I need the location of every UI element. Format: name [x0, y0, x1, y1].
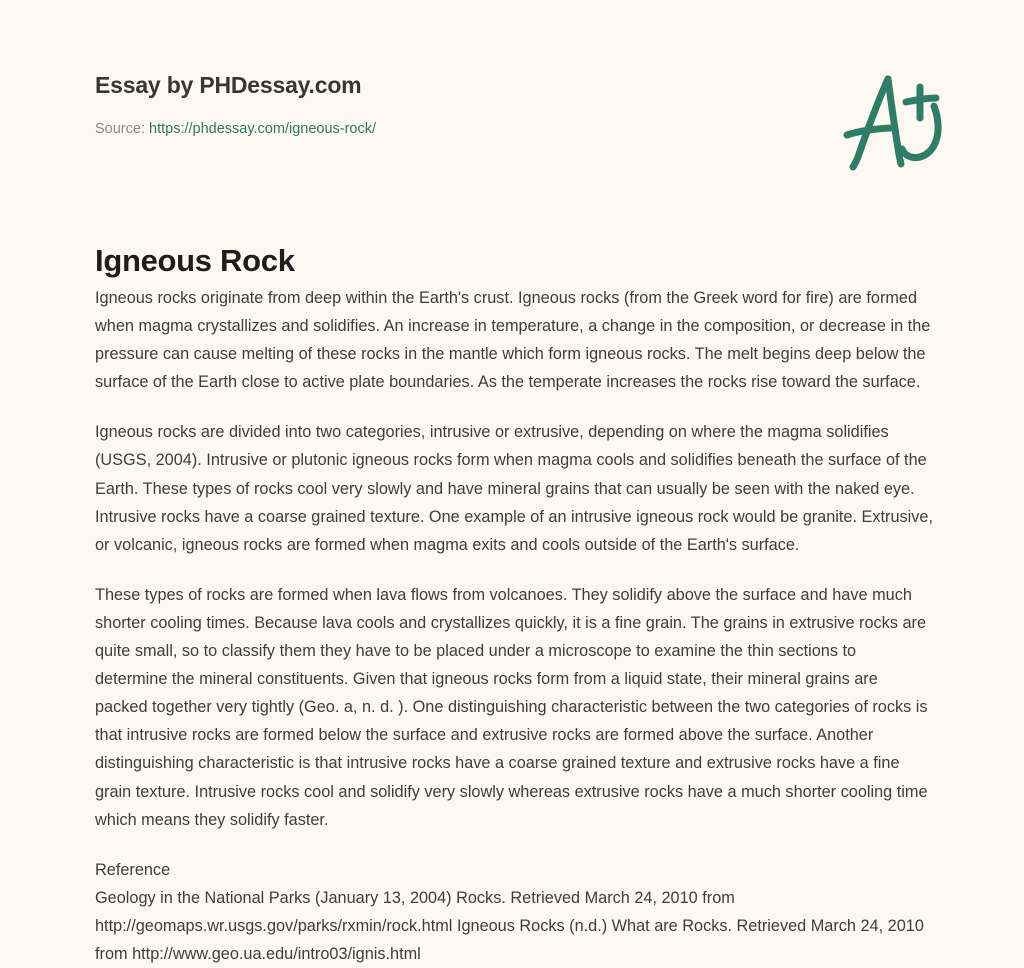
paragraph-1: Igneous rocks originate from deep within the Earth's crust. Igneous rocks (from the Greek word for fire) are formed when magma crystallizes and solidifies. An increase in temperature, a change in the composition, or decrease in the pressure can cause melting of these rocks in the mantle which form igneous rocks. The melt begins deep below the surface of the Earth close to active plate boundaries. As the temperate increases the rocks rise toward the surface.: [95, 289, 931, 392]
page-title: Igneous Rock: [95, 242, 295, 278]
aplus-logo-icon: [832, 62, 952, 182]
brand-byline: Essay by PHDessay.com: [95, 72, 362, 98]
paragraph-2: Igneous rocks are divided into two categories, intrusive or extrusive, depending on where the magma solidifies (USGS, 2004). Intrusive or plutonic igneous rocks form when magma cools and solidifies beneath the surface of the Earth. These types of rocks cool very slowly and have mineral grains that can usually be seen with the naked eye. Intrusive rocks have a coarse grained texture. One example of an intrusive igneous rock would be granite. Extrusive, or volcanic, igneous rocks are formed when magma exits and cools outside of the Earth's surface.: [95, 423, 934, 554]
reference-heading: Reference: [95, 860, 171, 879]
paragraph-3: These types of rocks are formed when lava flows from volcanoes. They solidify above the surface and have much shorter cooling times. Because lava cools and crystallizes quickly, it is a fine grain. The grains in extrusive rocks are quite small, so to classify them they have to be placed under a microscope to examine the thin sections to determine the mineral constituents. Given that igneous rocks form from a liquid state, their mineral grains are packed together very tightly (Geo. a, n. d. ). One distinguishing characteristic between the two categories of rocks is that intrusive rocks are formed below the surface and extrusive rocks are formed above the surface. Another distinguishing characteristic is that intrusive rocks have a coarse grained texture and extrusive rocks have a fine grain texture. Intrusive rocks cool and solidify very slowly whereas extrusive rocks have a much shorter cooling time which means they solidify faster.: [95, 585, 928, 829]
source-label: Source:: [95, 120, 145, 137]
source-url-link[interactable]: https://phdessay.com/igneous-rock/: [149, 120, 377, 137]
reference-text: Geology in the National Parks (January 13, 2004) Rocks. Retrieved March 24, 2010 from http://geomaps.wr.usgs.gov/parks/rxmin/rock.html Igneous Rocks (n.d.) What are Rocks. Retrieved March 24, 2010 from http://www.geo.ua.edu/intro03/ignis.html: [95, 888, 924, 963]
reference-section: [95, 856, 933, 968]
essay-body: [95, 284, 933, 968]
